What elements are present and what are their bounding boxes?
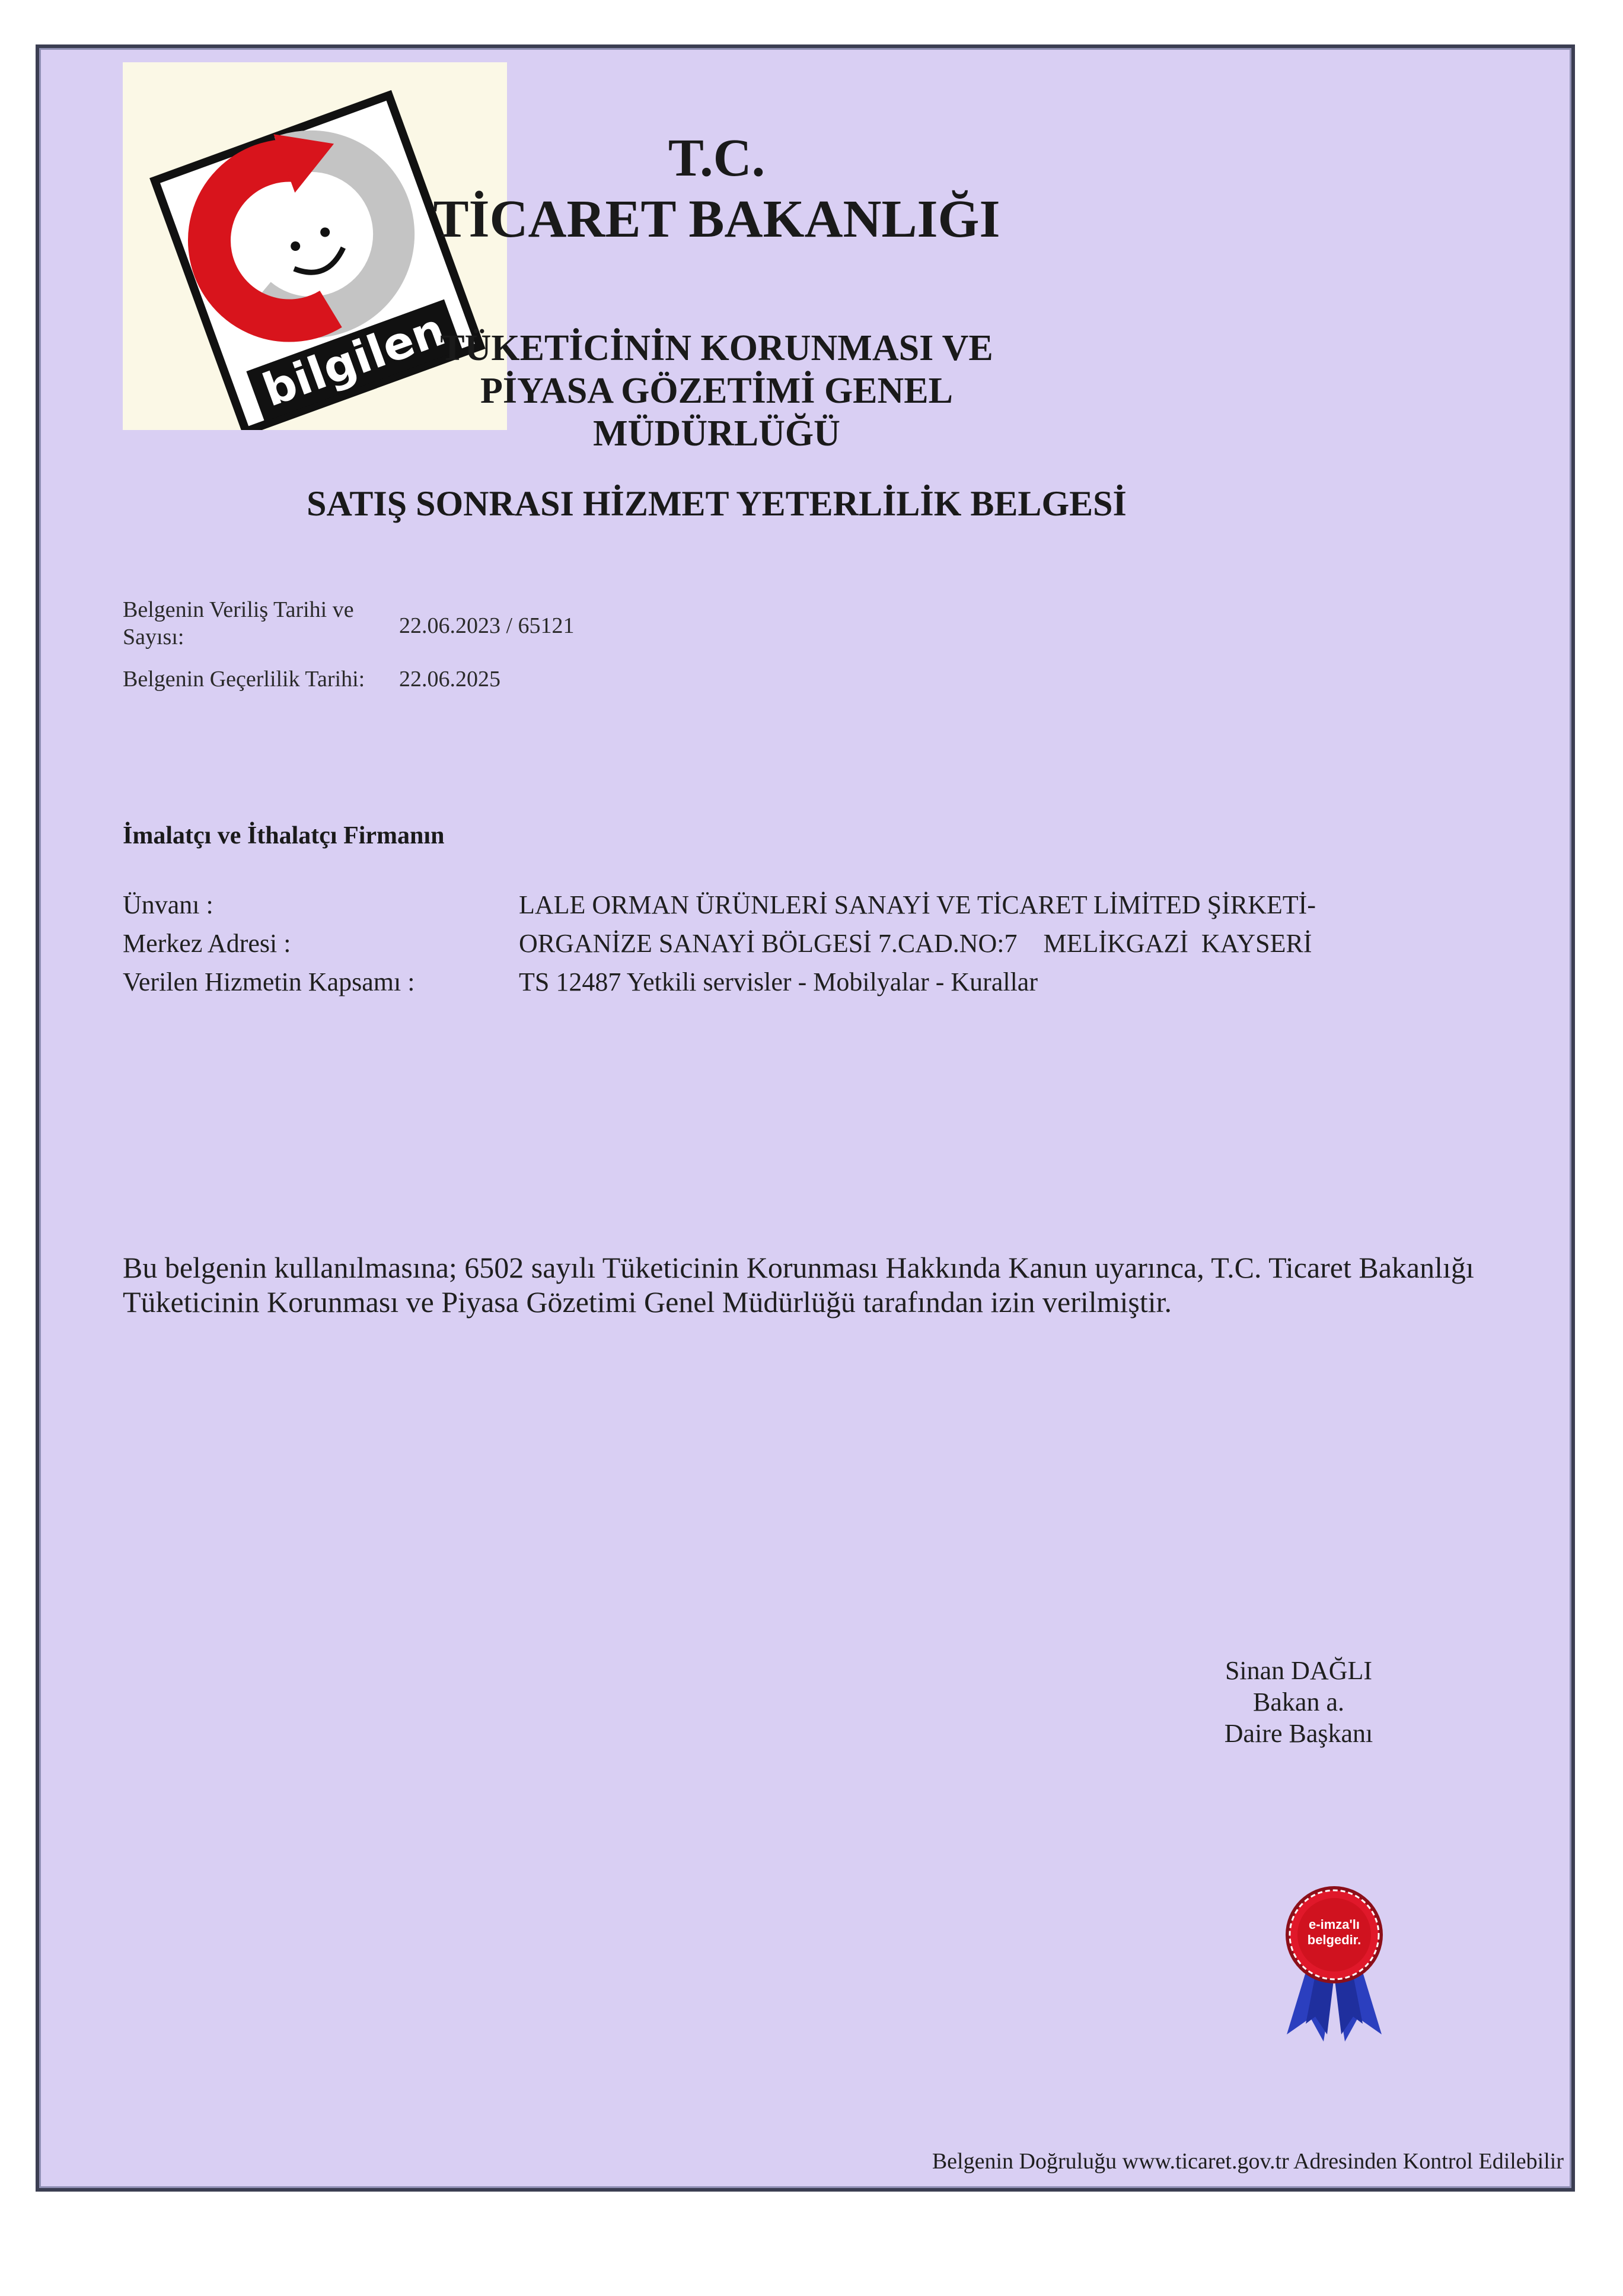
signatory-name: Sinan DAĞLI xyxy=(1225,1656,1373,1685)
rosette-seal-icon xyxy=(1275,1886,1394,2046)
validity-date-value: 22.06.2025 xyxy=(399,667,500,692)
authorization-statement: Bu belgenin kullanılmasına; 6502 sayılı Tüketicinin Korunması Hakkında Kanun uyarınca, T.C. Ticaret Bakanlığı Tüketicinin Korunması ve Piyasa Gözetimi Genel Müdürlüğü tarafından izin verilmiştir. xyxy=(123,1251,1474,1319)
e-signature-seal xyxy=(1275,1886,1394,2046)
service-scope-value: TS 12487 Yetkili servisler - Mobilyalar - Kurallar xyxy=(519,967,1038,996)
firm-title-value: LALE ORMAN ÜRÜNLERİ SANAYİ VE TİCARET LİMİTED ŞİRKETİ- xyxy=(519,890,1316,919)
firm-section-title: İmalatçı ve İthalatçı Firmanın xyxy=(123,822,445,849)
svg-text:bilgilen: bilgilen xyxy=(256,302,452,417)
directorate-line-3: MÜDÜRLÜĞÜ xyxy=(593,413,840,454)
firm-title-label: Ünvanı : xyxy=(123,890,213,919)
service-scope-label: Verilen Hizmetin Kapsamı : xyxy=(123,967,415,996)
validity-date-label: Belgenin Geçerlilik Tarihi: xyxy=(123,667,365,692)
issue-date-label: Belgenin Veriliş Tarihi ve Sayısı: xyxy=(123,597,354,649)
signature-block xyxy=(1186,1655,1411,1749)
verification-footer: Belgenin Doğruluğu www.ticaret.gov.tr Adresinden Kontrol Edilebilir xyxy=(932,2149,1564,2174)
directorate-line-1: TÜKETİCİNİN KORUNMASI VE xyxy=(440,328,993,368)
seal-text-line-2: belgedir. xyxy=(1307,1932,1361,1947)
certificate-title: SATIŞ SONRASI HİZMET YETERLİLİK BELGESİ xyxy=(307,484,1127,523)
country-heading: T.C. xyxy=(668,129,766,187)
signatory-role-2: Daire Başkanı xyxy=(1224,1719,1373,1748)
seal-text-line-1: e-imza'lı xyxy=(1309,1917,1360,1932)
directorate-line-2: PİYASA GÖZETİMİ GENEL xyxy=(480,371,954,411)
issue-date-value: 22.06.2023 / 65121 xyxy=(399,613,575,638)
firm-address-label: Merkez Adresi : xyxy=(123,929,291,958)
signatory-role-1: Bakan a. xyxy=(1253,1687,1344,1717)
ministry-heading: TİCARET BAKANLIĞI xyxy=(433,190,1000,249)
firm-address-value: ORGANİZE SANAYİ BÖLGESİ 7.CAD.NO:7 MELİKGAZİ KAYSERİ xyxy=(519,929,1312,958)
